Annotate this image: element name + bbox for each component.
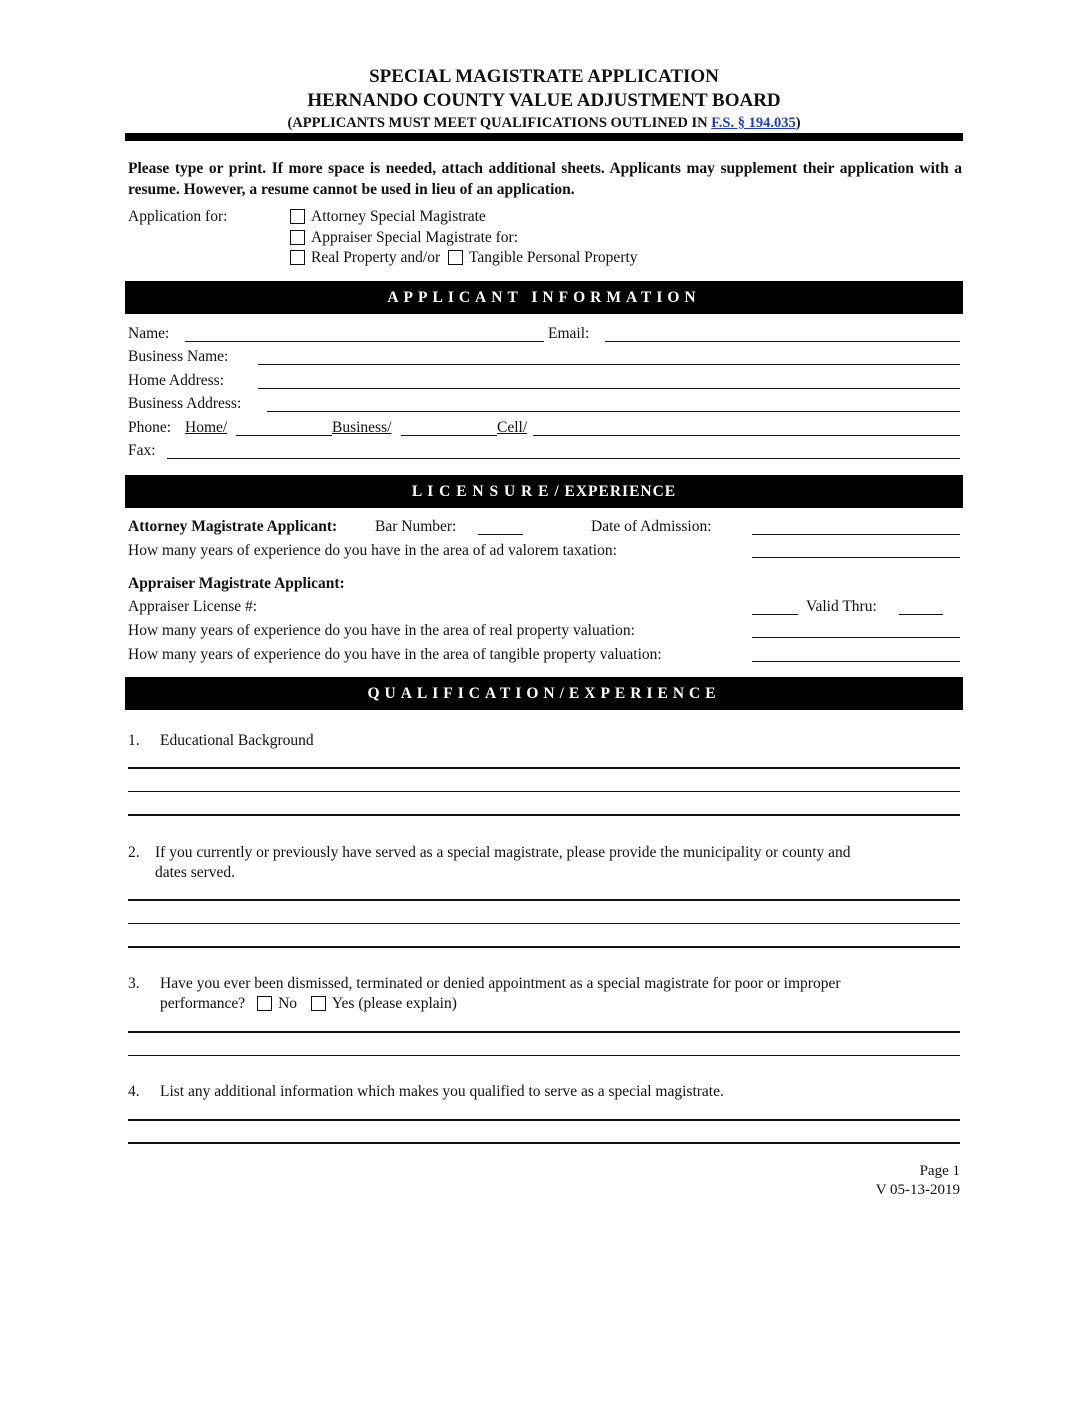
real-years-label: How many years of experience do you have in the area of real property valuation: — [128, 622, 635, 639]
q2-answer-line[interactable] — [128, 899, 960, 901]
section-qualification-experience: QUALIFICATION/EXPERIENCE — [125, 677, 963, 710]
business-name-field[interactable] — [258, 364, 960, 365]
tangible-property-label: Tangible Personal Property — [469, 249, 638, 266]
q2-text-line1: If you currently or previously have served as a special magistrate, please provide the municipality or county and — [155, 844, 851, 861]
section-applicant-information: APPLICANT INFORMATION — [125, 281, 963, 314]
appraiser-license-label: Appraiser License #: — [128, 598, 258, 615]
bar-number-field[interactable] — [478, 534, 523, 535]
option-attorney[interactable] — [290, 208, 486, 226]
q2-text-line2: dates served. — [155, 864, 236, 881]
q1-answer-line[interactable] — [128, 814, 960, 816]
date-admission-label: Date of Admission: — [591, 518, 712, 535]
option-property-types — [290, 249, 638, 267]
q3-answer-line[interactable] — [128, 1031, 960, 1033]
phone-business-field[interactable] — [401, 435, 497, 436]
q2-answer-line[interactable] — [128, 946, 960, 948]
q3-yes-label: Yes (please explain) — [331, 995, 457, 1012]
date-admission-field[interactable] — [752, 534, 960, 535]
section-licensure-experience: L I C E N S U R E / EXPERIENCE — [125, 475, 963, 508]
phone-cell-field[interactable] — [533, 435, 960, 436]
q1-number: 1. — [128, 732, 140, 749]
real-property-checkbox[interactable] — [290, 250, 305, 265]
valid-thru-field[interactable] — [899, 614, 943, 615]
bar-number-label: Bar Number: — [375, 518, 457, 535]
tangible-years-label: How many years of experience do you have in the area of tangible property valuation: — [128, 646, 662, 663]
home-address-label: Home Address: — [128, 372, 225, 389]
q3-text-line2 — [160, 995, 457, 1013]
q4-answer-line[interactable] — [128, 1119, 960, 1121]
option-appraiser[interactable] — [290, 229, 518, 247]
email-field[interactable] — [605, 341, 960, 342]
q4-answer-line[interactable] — [128, 1142, 960, 1144]
q3-performance-label: performance? — [160, 995, 246, 1012]
header-rule — [125, 133, 963, 141]
fax-label: Fax: — [128, 442, 156, 459]
phone-home-field[interactable] — [236, 435, 332, 436]
appraiser-option-label: Appraiser Special Magistrate for: — [311, 229, 519, 246]
q3-yes-checkbox[interactable] — [311, 996, 326, 1011]
note-suffix: ) — [795, 115, 801, 131]
email-label: Email: — [548, 325, 590, 342]
home-address-field[interactable] — [258, 388, 960, 389]
q3-number: 3. — [128, 975, 140, 992]
q3-no-checkbox[interactable] — [257, 996, 272, 1011]
attorney-checkbox[interactable] — [290, 209, 305, 224]
q2-number: 2. — [128, 844, 140, 861]
phone-label: Phone: — [128, 419, 172, 436]
page-number: Page 1 — [919, 1163, 960, 1179]
note-prefix: (APPLICANTS MUST MEET QUALIFICATIONS OUTLINED IN — [287, 115, 712, 131]
form-subtitle: HERNANDO COUNTY VALUE ADJUSTMENT BOARD — [307, 90, 781, 111]
business-name-label: Business Name: — [128, 348, 229, 365]
application-for-label: Application for: — [128, 208, 228, 225]
business-address-label: Business Address: — [128, 395, 242, 412]
real-property-label: Real Property and/or — [311, 249, 441, 266]
qualification-note — [0, 115, 1088, 132]
appraiser-license-field[interactable] — [752, 614, 798, 615]
fax-field[interactable] — [167, 458, 960, 459]
form-title: SPECIAL MAGISTRATE APPLICATION — [369, 66, 719, 87]
q1-answer-line[interactable] — [128, 791, 960, 792]
attorney-years-label: How many years of experience do you have in the area of ad valorem taxation: — [128, 542, 617, 559]
appraiser-checkbox[interactable] — [290, 230, 305, 245]
attorney-applicant-heading: Attorney Magistrate Applicant: — [128, 518, 338, 535]
business-address-field[interactable] — [267, 411, 960, 412]
q3-no-label: No — [278, 995, 298, 1012]
appraiser-applicant-heading: Appraiser Magistrate Applicant: — [128, 575, 345, 592]
statute-link[interactable]: F.S. § 194.035 — [711, 115, 796, 131]
attorney-option-label: Attorney Special Magistrate — [311, 208, 486, 225]
tangible-years-field[interactable] — [752, 661, 960, 662]
phone-cell-label: Cell/ — [497, 419, 528, 436]
version-stamp: V 05-13-2019 — [875, 1182, 960, 1198]
q1-answer-line[interactable] — [128, 767, 960, 769]
page-footer — [876, 1162, 960, 1200]
real-years-field[interactable] — [752, 637, 960, 638]
phone-home-label: Home/ — [185, 419, 228, 436]
name-label: Name: — [128, 325, 170, 342]
q2-answer-line[interactable] — [128, 923, 960, 924]
q3-text-line1: Have you ever been dismissed, terminated or denied appointment as a special magistrate for poor or improper — [160, 975, 841, 992]
name-field[interactable] — [185, 341, 544, 342]
q3-answer-line[interactable] — [128, 1055, 960, 1056]
q4-number: 4. — [128, 1083, 140, 1100]
attorney-years-field[interactable] — [752, 557, 960, 558]
q4-text: List any additional information which makes you qualified to serve as a special magistrate. — [160, 1083, 724, 1100]
phone-business-label: Business/ — [332, 419, 392, 436]
q1-text: Educational Background — [160, 732, 314, 749]
instructions: Please type or print. If more space is needed, attach additional sheets. Applicants may supplement their application with a resume. However, a resume cannot be used in lieu of an application. — [128, 160, 962, 198]
tangible-property-checkbox[interactable] — [448, 250, 463, 265]
valid-thru-label: Valid Thru: — [806, 598, 877, 615]
